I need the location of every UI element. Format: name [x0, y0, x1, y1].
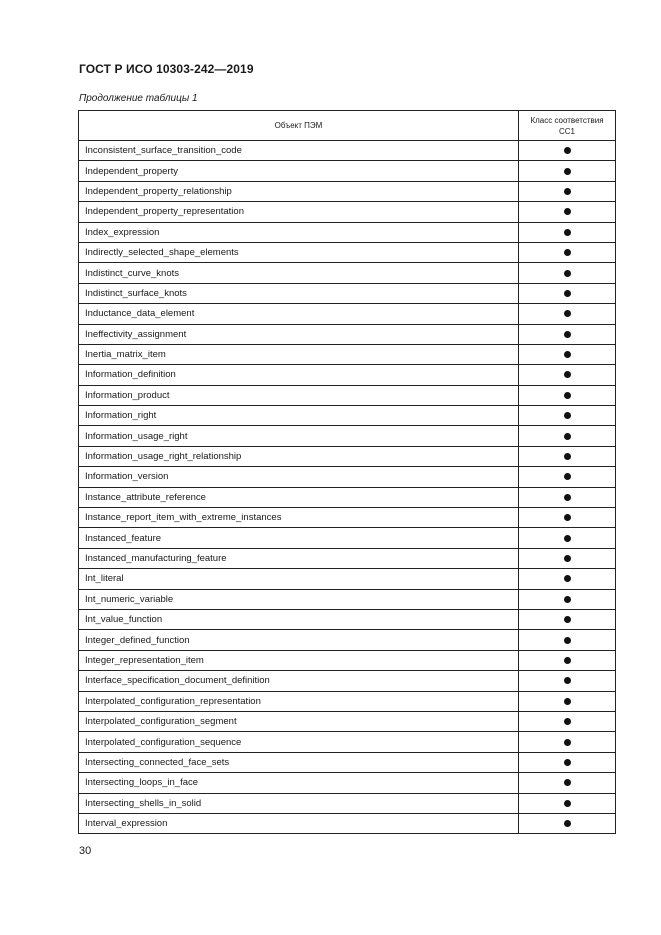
filled-circle-icon	[564, 616, 571, 623]
column-header-conformance-class-line1: Класс соответствия	[530, 115, 604, 125]
table-body	[79, 141, 616, 834]
object-name-cell: Inductance_data_element	[79, 304, 519, 324]
object-name-cell: Instance_report_item_with_extreme_instances	[79, 508, 519, 528]
object-name-cell: Indirectly_selected_shape_elements	[79, 242, 519, 262]
conformance-mark-cell	[519, 732, 616, 752]
table-header-row	[79, 111, 616, 141]
conformance-mark-cell	[519, 671, 616, 691]
table-row	[79, 528, 616, 548]
object-name-cell: Int_value_function	[79, 609, 519, 629]
filled-circle-icon	[564, 535, 571, 542]
document-header: ГОСТ Р ИСО 10303-242—2019	[79, 62, 254, 76]
filled-circle-icon	[564, 657, 571, 664]
filled-circle-icon	[564, 270, 571, 277]
object-name-cell: Interface_specification_document_definition	[79, 671, 519, 691]
column-header-conformance-class	[519, 111, 616, 141]
object-name-cell: Interpolated_configuration_segment	[79, 711, 519, 731]
column-header-conformance-class-line2: CC1	[558, 126, 575, 136]
table-row	[79, 793, 616, 813]
conformance-mark-cell	[519, 385, 616, 405]
filled-circle-icon	[564, 208, 571, 215]
filled-circle-icon	[564, 677, 571, 684]
filled-circle-icon	[564, 310, 571, 317]
filled-circle-icon	[564, 371, 571, 378]
table-row	[79, 304, 616, 324]
object-name-cell: Independent_property_relationship	[79, 181, 519, 201]
filled-circle-icon	[564, 453, 571, 460]
filled-circle-icon	[564, 473, 571, 480]
table-row	[79, 487, 616, 507]
filled-circle-icon	[564, 188, 571, 195]
conformance-mark-cell	[519, 324, 616, 344]
conformance-mark-cell	[519, 752, 616, 772]
table-row	[79, 569, 616, 589]
object-name-cell: Interval_expression	[79, 813, 519, 833]
filled-circle-icon	[564, 575, 571, 582]
table-row	[79, 344, 616, 364]
filled-circle-icon	[564, 229, 571, 236]
object-name-cell: Information_product	[79, 385, 519, 405]
object-name-cell: Information_definition	[79, 365, 519, 385]
conformance-mark-cell	[519, 304, 616, 324]
conformance-mark-cell	[519, 711, 616, 731]
table-row	[79, 426, 616, 446]
table-row	[79, 711, 616, 731]
filled-circle-icon	[564, 433, 571, 440]
object-name-cell: Integer_defined_function	[79, 630, 519, 650]
table-row	[79, 406, 616, 426]
object-name-cell: Inconsistent_surface_transition_code	[79, 141, 519, 161]
table-row	[79, 161, 616, 181]
filled-circle-icon	[564, 555, 571, 562]
object-name-cell: Information_version	[79, 467, 519, 487]
table-row	[79, 141, 616, 161]
object-name-cell: Indistinct_curve_knots	[79, 263, 519, 283]
conformance-mark-cell	[519, 773, 616, 793]
object-name-cell: Indistinct_surface_knots	[79, 283, 519, 303]
table-row	[79, 773, 616, 793]
object-name-cell: Int_numeric_variable	[79, 589, 519, 609]
object-name-cell: Intersecting_connected_face_sets	[79, 752, 519, 772]
table-row	[79, 324, 616, 344]
object-name-cell: Integer_representation_item	[79, 650, 519, 670]
conformance-mark-cell	[519, 691, 616, 711]
conformance-mark-cell	[519, 222, 616, 242]
filled-circle-icon	[564, 392, 571, 399]
pem-object-table	[78, 110, 616, 834]
conformance-mark-cell	[519, 487, 616, 507]
conformance-mark-cell	[519, 344, 616, 364]
conformance-mark-cell	[519, 283, 616, 303]
filled-circle-icon	[564, 249, 571, 256]
filled-circle-icon	[564, 698, 571, 705]
table-row	[79, 650, 616, 670]
conformance-mark-cell	[519, 446, 616, 466]
conformance-mark-cell	[519, 263, 616, 283]
table-row	[79, 630, 616, 650]
object-name-cell: Interpolated_configuration_sequence	[79, 732, 519, 752]
filled-circle-icon	[564, 739, 571, 746]
object-name-cell: Instance_attribute_reference	[79, 487, 519, 507]
conformance-mark-cell	[519, 793, 616, 813]
object-name-cell: Independent_property_representation	[79, 202, 519, 222]
conformance-mark-cell	[519, 406, 616, 426]
filled-circle-icon	[564, 351, 571, 358]
table-row	[79, 385, 616, 405]
object-name-cell: Interpolated_configuration_representation	[79, 691, 519, 711]
object-name-cell: Instanced_feature	[79, 528, 519, 548]
filled-circle-icon	[564, 147, 571, 154]
conformance-mark-cell	[519, 548, 616, 568]
filled-circle-icon	[564, 412, 571, 419]
conformance-mark-cell	[519, 589, 616, 609]
conformance-mark-cell	[519, 181, 616, 201]
conformance-mark-cell	[519, 508, 616, 528]
filled-circle-icon	[564, 290, 571, 297]
filled-circle-icon	[564, 494, 571, 501]
table-row	[79, 813, 616, 833]
table-row	[79, 181, 616, 201]
page-number: 30	[79, 845, 92, 857]
filled-circle-icon	[564, 331, 571, 338]
object-name-cell: Information_usage_right_relationship	[79, 446, 519, 466]
conformance-mark-cell	[519, 569, 616, 589]
object-name-cell: Ineffectivity_assignment	[79, 324, 519, 344]
table-row	[79, 467, 616, 487]
filled-circle-icon	[564, 514, 571, 521]
conformance-mark-cell	[519, 365, 616, 385]
conformance-mark-cell	[519, 528, 616, 548]
conformance-mark-cell	[519, 426, 616, 446]
filled-circle-icon	[564, 637, 571, 644]
conformance-mark-cell	[519, 630, 616, 650]
table-row	[79, 691, 616, 711]
table-row	[79, 202, 616, 222]
table-row	[79, 609, 616, 629]
object-name-cell: Information_usage_right	[79, 426, 519, 446]
table-row	[79, 242, 616, 262]
conformance-mark-cell	[519, 467, 616, 487]
table-row	[79, 508, 616, 528]
object-name-cell: Index_expression	[79, 222, 519, 242]
table-row	[79, 283, 616, 303]
column-header-object: Объект ПЭМ	[79, 111, 519, 141]
conformance-mark-cell	[519, 161, 616, 181]
conformance-mark-cell	[519, 202, 616, 222]
object-name-cell: Independent_property	[79, 161, 519, 181]
filled-circle-icon	[564, 718, 571, 725]
table-row	[79, 671, 616, 691]
filled-circle-icon	[564, 779, 571, 786]
table-row	[79, 446, 616, 466]
filled-circle-icon	[564, 759, 571, 766]
filled-circle-icon	[564, 800, 571, 807]
conformance-mark-cell	[519, 813, 616, 833]
table-row	[79, 732, 616, 752]
table-row	[79, 589, 616, 609]
object-name-cell: Int_literal	[79, 569, 519, 589]
object-name-cell: Instanced_manufacturing_feature	[79, 548, 519, 568]
object-name-cell: Information_right	[79, 406, 519, 426]
conformance-mark-cell	[519, 242, 616, 262]
table-row	[79, 263, 616, 283]
object-name-cell: Intersecting_loops_in_face	[79, 773, 519, 793]
filled-circle-icon	[564, 168, 571, 175]
filled-circle-icon	[564, 820, 571, 827]
conformance-mark-cell	[519, 141, 616, 161]
table-row	[79, 222, 616, 242]
table-row	[79, 365, 616, 385]
conformance-mark-cell	[519, 650, 616, 670]
filled-circle-icon	[564, 596, 571, 603]
table-row	[79, 548, 616, 568]
object-name-cell: Inertia_matrix_item	[79, 344, 519, 364]
conformance-mark-cell	[519, 609, 616, 629]
table-row	[79, 752, 616, 772]
object-name-cell: Intersecting_shells_in_solid	[79, 793, 519, 813]
table-caption: Продолжение таблицы 1	[79, 93, 198, 104]
